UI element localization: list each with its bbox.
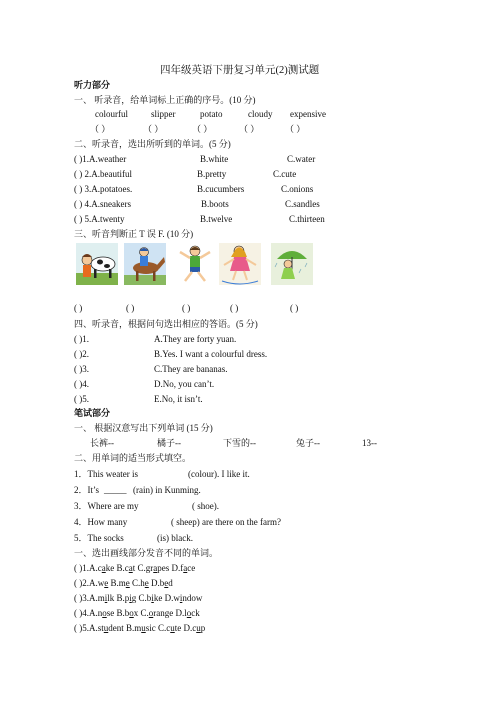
word: potato bbox=[200, 109, 223, 119]
answer-option: D.No, you can’t. bbox=[154, 379, 215, 389]
seg: ( )1.A.c bbox=[74, 563, 102, 573]
fill-in-suffix: ( sheep) are there on the farm? bbox=[171, 517, 281, 527]
fill-in-prefix: 2．It’s bbox=[74, 485, 100, 495]
girl-with-cow-picture bbox=[76, 243, 118, 285]
girl-umbrella-picture bbox=[271, 243, 313, 285]
answer-option: B.Yes. I want a colourful dress. bbox=[154, 349, 268, 359]
seg: sic C.c bbox=[145, 623, 171, 633]
seg: x C. bbox=[133, 608, 149, 618]
seg: ck bbox=[191, 608, 200, 618]
fill-in-suffix: (colour). I like it. bbox=[188, 469, 250, 479]
listening-heading: 听力部分 bbox=[74, 80, 111, 90]
answer-blank[interactable]: ( ) bbox=[230, 303, 239, 313]
underlined-letter: a bbox=[101, 563, 106, 573]
option-c: C.thirteen bbox=[289, 214, 325, 224]
underlined-letter: a bbox=[183, 563, 188, 573]
underlined-letter: a bbox=[128, 563, 133, 573]
fill-in-suffix: (is) black. bbox=[157, 533, 193, 543]
seg: g C.b bbox=[131, 593, 152, 603]
fill-in-prefix: 1．This weater is bbox=[74, 469, 138, 479]
word: cloudy bbox=[248, 109, 273, 119]
underlined-letter: a bbox=[153, 563, 158, 573]
written-heading: 笔试部分 bbox=[74, 408, 111, 418]
word: expensive bbox=[290, 109, 326, 119]
vocab-item: 下雪的-- bbox=[223, 438, 256, 448]
seg: se B.b bbox=[106, 608, 130, 618]
seg: range D.l bbox=[153, 608, 187, 618]
seg: ndow bbox=[182, 593, 203, 603]
option-c: C.water bbox=[287, 154, 316, 164]
seg: te D.c bbox=[174, 623, 197, 633]
boy-riding-horse-picture bbox=[124, 243, 166, 285]
option-b: B.twelve bbox=[200, 214, 233, 224]
underlined-letter: i bbox=[151, 593, 154, 603]
vocab-item: 兔子-- bbox=[296, 438, 320, 448]
section-title: 一、 根据汉意写出下列单词 (15 分) bbox=[74, 423, 213, 433]
question: ( )3. bbox=[74, 364, 89, 374]
fill-in-suffix: ( shoe). bbox=[192, 501, 219, 511]
fill-in-prefix: 5．The socks bbox=[74, 533, 124, 543]
seg: D.b bbox=[148, 578, 165, 588]
underlined-letter: o bbox=[129, 608, 134, 618]
phonics-row bbox=[74, 578, 173, 589]
underlined-letter: o bbox=[148, 608, 154, 618]
answer-blank[interactable]: ( ) bbox=[126, 303, 135, 313]
page-title: 四年级英语下册复习单元(2)测试题 bbox=[160, 65, 320, 76]
question: ( ) 5.A.twenty bbox=[74, 214, 125, 224]
question: ( ) 4.A.sneakers bbox=[74, 199, 131, 209]
option-b: B.pretty bbox=[197, 169, 227, 179]
underlined-letter: e bbox=[104, 578, 109, 588]
question: ( )4. bbox=[74, 379, 89, 389]
phonics-row bbox=[74, 623, 205, 634]
answer-option: A.They are forty yuan. bbox=[154, 334, 237, 344]
seg: ( )5.A.st bbox=[74, 623, 104, 633]
answer-blank[interactable]: ( ) bbox=[74, 303, 83, 313]
underlined-letter: u bbox=[196, 623, 201, 633]
fill-in-suffix: (rain) in Kunming. bbox=[133, 485, 201, 495]
underlined-letter: o bbox=[102, 608, 107, 618]
answer-blank[interactable]: ( ) bbox=[290, 303, 299, 313]
underlined-letter: e bbox=[125, 578, 130, 588]
seg: ( )3.A.m bbox=[74, 593, 105, 603]
seg: dent B.m bbox=[108, 623, 142, 633]
fill-in-prefix: 3．Where are my bbox=[74, 501, 139, 511]
seg: ke B.c bbox=[105, 563, 129, 573]
seg: lk B.p bbox=[107, 593, 130, 603]
boy-jumping-picture bbox=[174, 243, 216, 285]
seg: ( )4.A.n bbox=[74, 608, 103, 618]
answer-blank[interactable]: （ ） bbox=[285, 124, 306, 134]
vocab-item: 橘子-- bbox=[157, 438, 181, 448]
option-b: B.white bbox=[200, 154, 229, 164]
answer-option: E.No, it isn’t. bbox=[154, 394, 203, 404]
underlined-letter: u bbox=[141, 623, 146, 633]
underlined-letter: i bbox=[179, 593, 183, 603]
option-c: C.sandles bbox=[285, 199, 320, 209]
option-c: C.onions bbox=[281, 184, 314, 194]
seg: p bbox=[200, 623, 206, 633]
phonics-row bbox=[74, 593, 202, 604]
answer-option: C.They are bananas. bbox=[154, 364, 228, 374]
underlined-letter: u bbox=[170, 623, 175, 633]
word: slipper bbox=[151, 109, 176, 119]
seg: ce bbox=[187, 563, 196, 573]
section-title: 四、听录音，根据问句选出相应的答语。(5 分) bbox=[74, 319, 258, 329]
girl-skipping-picture bbox=[219, 243, 261, 285]
question: ( )1. bbox=[74, 334, 89, 344]
section-title: 二、用单词的适当形式填空。 bbox=[74, 453, 192, 463]
option-c: C.cute bbox=[273, 169, 297, 179]
underlined-letter: i bbox=[129, 593, 132, 603]
question: ( ) 3.A.potatoes. bbox=[74, 184, 133, 194]
seg: d bbox=[168, 578, 173, 588]
seg: C.h bbox=[129, 578, 145, 588]
option-b: B.boots bbox=[201, 199, 229, 209]
answer-blank[interactable]: （ ） bbox=[143, 124, 164, 134]
seg: B.m bbox=[108, 578, 126, 588]
question: ( )1.A.weather bbox=[74, 154, 127, 164]
question: ( ) 2.A.beautiful bbox=[74, 169, 132, 179]
answer-blank[interactable]: （ ） bbox=[239, 124, 260, 134]
answer-blank[interactable]: ( ) bbox=[182, 303, 191, 313]
question: ( )2. bbox=[74, 349, 89, 359]
seg: pes D.f bbox=[157, 563, 184, 573]
fill-in-prefix: 4．How many bbox=[74, 517, 128, 527]
vocab-item: 13-- bbox=[362, 438, 377, 448]
question: ( )5. bbox=[74, 394, 89, 404]
underlined-letter: i bbox=[104, 593, 108, 603]
answer-blank[interactable]: （ ） bbox=[90, 124, 111, 134]
phonics-row bbox=[74, 608, 200, 619]
fill-in-blank[interactable]: _____ bbox=[104, 485, 127, 495]
seg: t C.gr bbox=[132, 563, 154, 573]
section-title: 三、听音判断正 T 误 F. (10 分) bbox=[74, 229, 194, 239]
phonics-row bbox=[74, 563, 195, 574]
underlined-letter: e bbox=[144, 578, 149, 588]
underlined-letter: e bbox=[164, 578, 169, 588]
underlined-letter: o bbox=[186, 608, 192, 618]
vocab-item: 长裤-- bbox=[90, 438, 114, 448]
underlined-letter: u bbox=[103, 623, 109, 633]
seg: ke D.w bbox=[153, 593, 180, 603]
section-title: 二、听录音，选出所听到的单词。(5 分) bbox=[74, 139, 231, 149]
answer-blank[interactable]: （ ） bbox=[192, 124, 213, 134]
section-title: 一、选出画线部分发音不同的单词。 bbox=[74, 548, 219, 558]
seg: ( )2.A.w bbox=[74, 578, 105, 588]
section-title: 一、 听录音，给单词标上正确的序号。(10 分) bbox=[74, 95, 256, 105]
word: colourful bbox=[95, 109, 128, 119]
option-b: B.cucumbers bbox=[197, 184, 245, 194]
